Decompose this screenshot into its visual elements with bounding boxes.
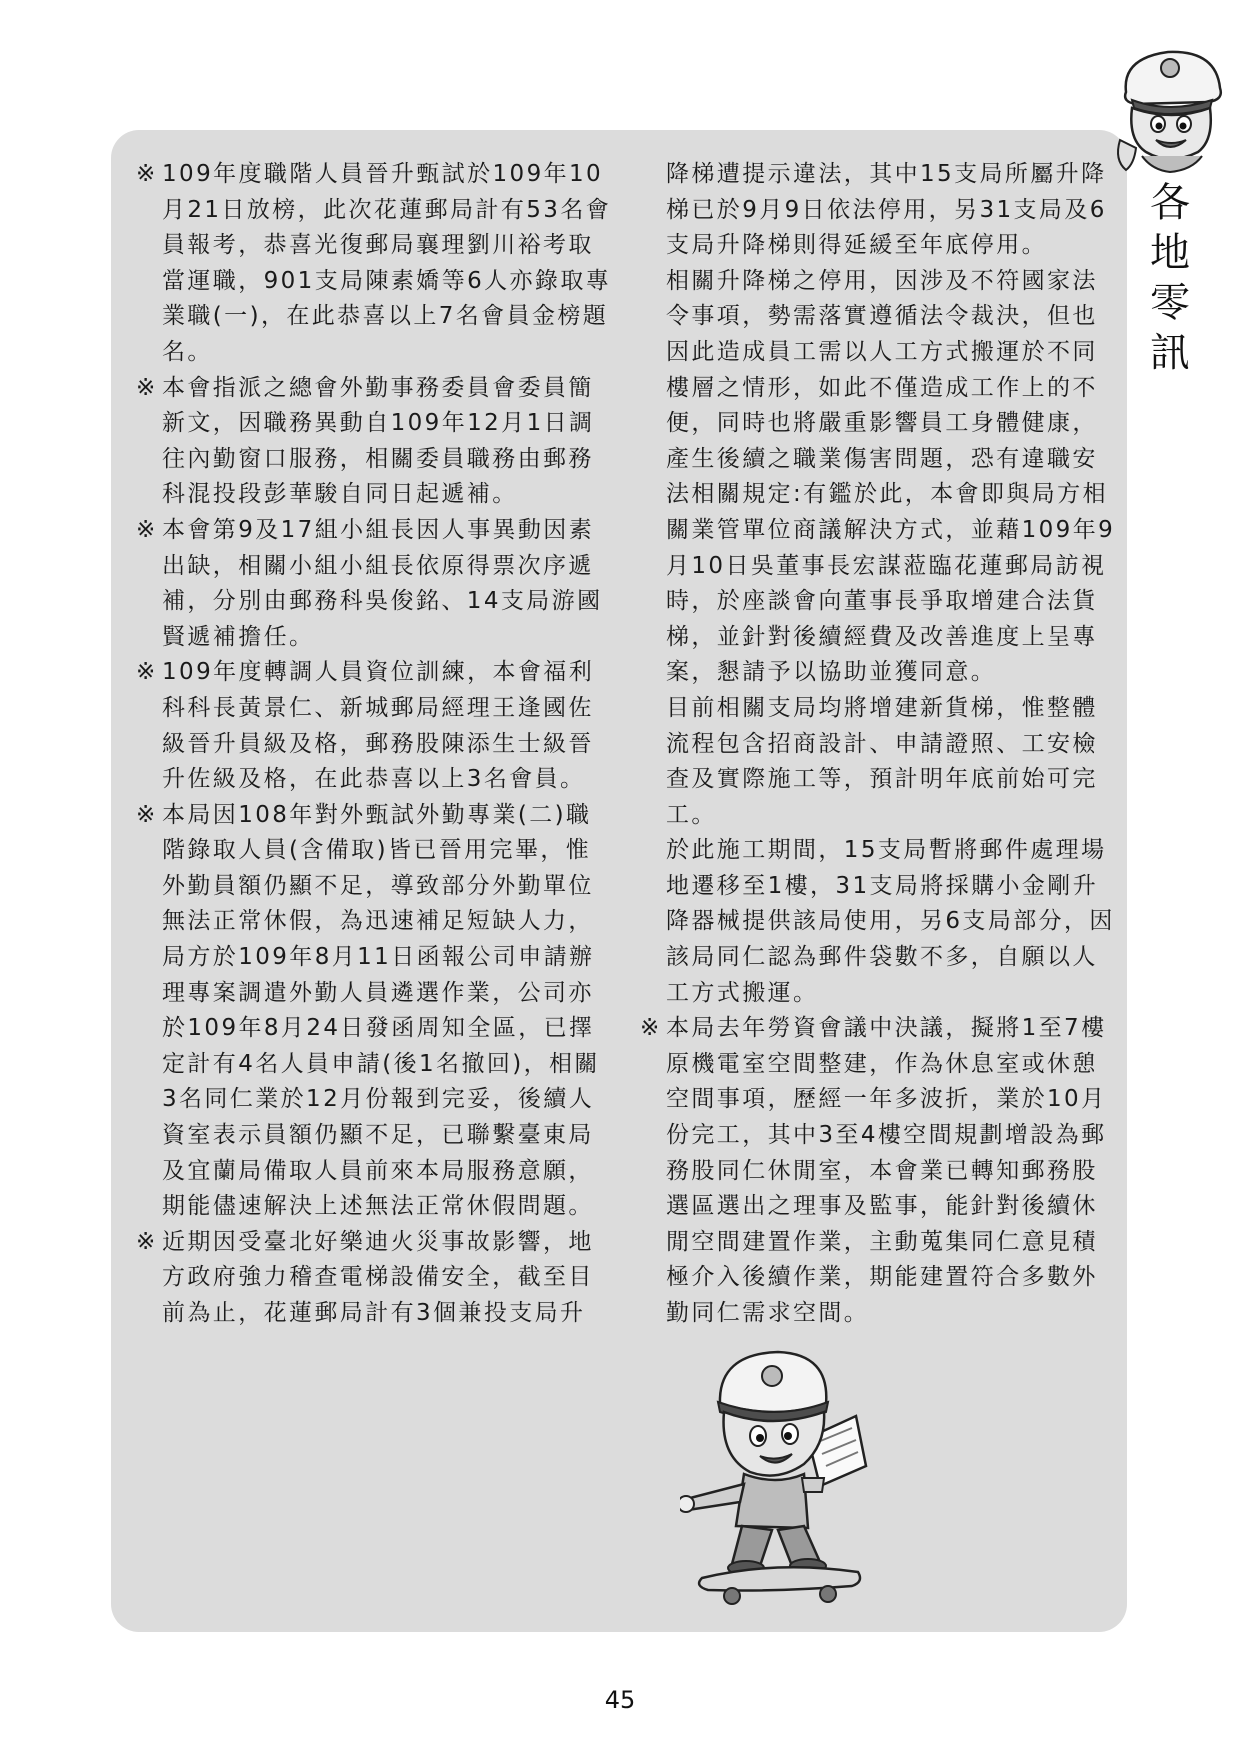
section-title-char: 地 xyxy=(1150,230,1190,276)
reference-mark: ※ xyxy=(136,161,158,187)
bulletin-item xyxy=(136,157,612,371)
bulletin-text: 109年度轉調人員資位訓練，本會福利科科長黃景仁、新城郵局經理王逢國佐級晉升員級及格，郵務股陳添生士級晉升佐級及格，在此恭喜以上3名會員。 xyxy=(162,659,595,793)
bulletin-item xyxy=(640,1011,1116,1331)
reference-mark: ※ xyxy=(136,659,158,686)
bulletin-paragraph xyxy=(640,833,1116,1011)
bulletin-item xyxy=(136,655,612,797)
bulletin-item xyxy=(136,798,612,1225)
bulletin-paragraph xyxy=(640,264,1116,691)
reference-mark: ※ xyxy=(136,516,158,543)
bulletin-paragraph xyxy=(640,691,1116,833)
section-title-char: 零 xyxy=(1150,280,1190,326)
section-title xyxy=(1140,178,1200,378)
reference-mark: ※ xyxy=(640,1015,662,1042)
bulletin-text: 本會指派之總會外勤事務委員會委員簡新文，因職務異動自109年12月1日調往內勤窗口服務，相關委員職務由郵務科混投段彭華駿自同日起遞補。 xyxy=(162,374,595,508)
bulletin-text: 於此施工期間，15支局暫將郵件處理場地遷移至1樓，31支局將採購小金剛升降器械提供該局使用，另6支局部分，因該局同仁認為郵件袋數不多，自願以人工方式搬運。 xyxy=(666,837,1115,1006)
mascot-peeking-icon xyxy=(1112,44,1228,176)
bulletin-text: 本局去年勞資會議中決議，擬將1至7樓原機電室空間整建，作為休息室或休憩空間事項，歷經一年多波折，業於10月份完工，其中3至4樓空間規劃增設為郵務股同仁休閒室，本會業已轉知郵務股選區選出之理事及監事，能針對後續休閒空間建置作業，主動蒐集同仁意見積極介入後續作業，期能建置符合多數外勤同仁需求空間。 xyxy=(666,1015,1107,1326)
mascot-skateboard-icon xyxy=(680,1346,870,1608)
bulletin-paragraph xyxy=(640,157,1116,264)
section-title-char: 各 xyxy=(1150,180,1190,226)
bulletin-text: 目前相關支局均將增建新貨梯，惟整體流程包含招商設計、申請證照、工安檢查及實際施工等，預計明年底前始可完工。 xyxy=(666,694,1098,828)
bulletin-text: 相關升降梯之停用，因涉及不符國家法令事項，勢需落實遵循法令裁決，但也因此造成員工需以人工方式搬運於不同樓層之情形，如此不僅造成工作上的不便，同時也將嚴重影響員工身體健康，產生後續之職業傷害問題，恐有違職安法相關規定:有鑑於此，本會即與局方相關業管單位商議解決方式，並藉109年9月10日吳董事長宏謀蒞臨花蓮郵局訪視時，於座談會向董事長爭取增建合法貨梯，並針對後續經費及改善進度上呈專案，懇請予以協助並獲同意。 xyxy=(666,267,1116,686)
bulletin-text: 本會第9及17組小組長因人事異動因素出缺，相關小組小組長依原得票次序遞補，分別由郵務科吳俊銘、14支局游國賢遞補擔任。 xyxy=(162,516,603,650)
reference-mark: ※ xyxy=(136,801,158,828)
bulletin-text: 近期因受臺北好樂迪火災事故影響，地方政府強力稽查電梯設備安全，截至目前為止，花蓮郵局計有3個兼投支局升 xyxy=(162,1228,594,1326)
right-column xyxy=(640,157,1116,1332)
bulletin-item xyxy=(136,1225,612,1332)
left-column xyxy=(136,157,612,1332)
bulletin-text: 降梯遭提示違法，其中15支局所屬升降梯已於9月9日依法停用，另31支局及6支局升降梯則得延緩至年底停用。 xyxy=(666,161,1107,259)
reference-mark: ※ xyxy=(136,1228,158,1255)
page-number: 45 xyxy=(604,1686,636,1714)
bulletin-item xyxy=(136,371,612,513)
bulletin-text: 本局因108年對外甄試外勤專業(二)職階錄取人員(含備取)皆已晉用完畢，惟外勤員額仍顯不足，導致部分外勤單位無法正常休假，為迅速補足短缺人力，局方於109年8月11日函報公司申請辦理專案調遣外勤人員遴選作業，公司亦於109年8月24日發函周知全區，已擇定計有4名人員申請(後1名撤回)，相關3名同仁業於12月份報到完妥，後續人資室表示員額仍顯不足，已聯繫臺東局及宜蘭局備取人員前來本局服務意願，期能儘速解決上述無法正常休假問題。 xyxy=(162,801,600,1220)
section-title-char: 訊 xyxy=(1150,330,1190,376)
reference-mark: ※ xyxy=(136,374,158,401)
bulletin-item xyxy=(136,513,612,655)
bulletin-text: 109年度職階人員晉升甄試於109年10月21日放榜，此次花蓮郵局計有53名會員報考，恭喜光復郵局襄理劉川裕考取當運職，901支局陳素嬌等6人亦錄取專業職(一)，在此恭喜以上7名會員金榜題名。 xyxy=(162,161,612,365)
